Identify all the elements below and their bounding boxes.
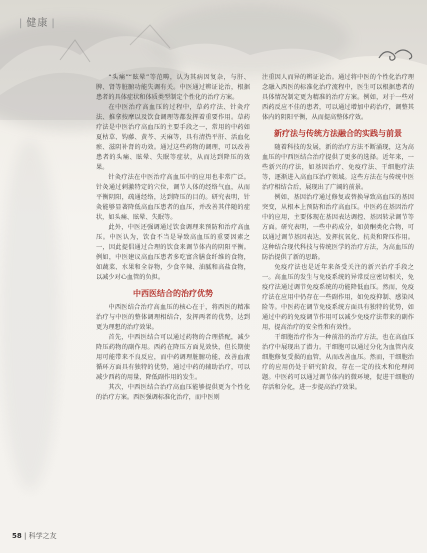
paragraph: 注重因人而异的辨证论治。通过将中医的个性化治疗理念融入西医的标准化治疗流程中，医生可以根据患者的具体情况制定更为精准的治疗方案。例如，对于一些对西药反应不佳的患者，可以通过增加中药治疗，调整其体内的阴阳平衡，从而提高整体疗效。 — [262, 74, 414, 121]
paragraph: 在中医治疗高血压的过程中，草药疗法、针灸疗法、推拿按摩以及饮食调理等都发挥着重要作用。草药疗法是中医治疗高血压的主要手段之一，常用的中药如夏枯草、钩藤、黄芩、天麻等，具有清热平肝、活血化瘀、滋阴补肾的功效。通过这些药物的调理，可以改善患者的头痛、眩晕、失眠等症状，从而达到降压的效果。 — [96, 104, 250, 171]
paragraph: 针灸疗法在中医治疗高血压中的应用也非常广泛。针灸通过刺激特定的穴位，调节人体的经络气血，从而平衡阴阳，疏通经络，达到降压的目的。研究表明，针灸能够显著降低高血压患者的血压，并改善其伴随的症状，如头痛、眩晕、失眠等。 — [96, 174, 250, 221]
paragraph: 首先，中西医结合可以通过药物的合理搭配，减少降压药物的副作用。西药在降压方面见效快，但长期使用可能带来不良反应，而中药调理脏腑功能，改善血液循环方面具有独特的优势，通过中药的辅助治疗，可以减少西药的用量，降低副作用的发生。 — [96, 334, 250, 381]
paragraph: 免疫疗法也是近年来备受关注的新兴治疗手段之一。高血压的发生与免疫系统的异常反应密切相关，免疫疗法通过调节免疫系统的功能降低血压。然而，免疫疗法在应用中仍存在一些副作用，如免疫抑制、感染风险等。中医药在调节免疫系统方面具有独特的优势，如通过中药的免疫调节作用可以减少免疫疗法带来的副作用，提高治疗的安全性和有效性。 — [262, 264, 414, 331]
magazine-name: 科学之友 — [28, 532, 57, 540]
section-header: | 健康 | — [19, 18, 56, 29]
section-label: 健康 — [26, 18, 49, 29]
right-text-column — [262, 73, 414, 393]
cloud-swirl-icon — [377, 44, 415, 64]
paragraph: 例如，基因治疗通过修复或替换导致高血压的基因突变，从根本上预防和治疗高血压。中医药在基因治疗中的应用，主要体现在基因表达调控、基因转录调节等方面。研究表明，一些中药成分，如黄酮类化合物，可以通过调节基因表达，发挥抗氧化、抗炎和降压作用。这种结合现代科技与传统医学的治疗方法，为高血压的防治提供了新的思路。 — [262, 194, 414, 261]
left-text-column — [96, 73, 250, 403]
page-footer: 58 | 科学之友 — [12, 532, 57, 540]
paragraph: 其次，中西医结合治疗高血压能够提供更为个性化的治疗方案。西医强调标准化治疗，而中医则 — [96, 384, 250, 401]
paragraph: “头痛”“眩晕”等范畴，认为其病因复杂，与肝、脾、肾等脏腑功能失调有关。中医通过辨证论治，根据患者的具体症状和体质类型制定个性化的治疗方案。 — [96, 74, 250, 101]
page-number: 58 — [12, 532, 22, 540]
section-heading: 新疗法与传统方法融合的实践与前景 — [274, 129, 402, 138]
ink-wash-decoration — [0, 140, 60, 490]
paragraph: 中西医结合治疗高血压的核心在于，将西医的精准治疗与中医的整体调理相结合，发挥两者的优势，达到更为理想的治疗效果。 — [96, 304, 250, 331]
paragraph: 干细胞治疗作为一种前沿的治疗方法，也在高血压治疗中展现出了潜力。干细胞可以通过分化为血管内皮细胞修复受损的血管，从而改善血压。然而，干细胞治疗的应用仍处于研究阶段，存在一定的技术和伦理问题。中医药可以通过调节体内的微环境，促进干细胞的存活和分化，进一步提高治疗效果。 — [262, 334, 414, 391]
paragraph: 随着科技的发展，新的治疗方法不断涌现，这为高血压的中西医结合治疗提供了更多的选择。近年来，一些新兴的疗法，如基因治疗、免疫疗法、干细胞疗法等，逐渐进入高血压治疗领域。这些方法在与传统中医治疗相结合后，展现出了广阔的前景。 — [262, 144, 414, 191]
paragraph: 此外，中医还强调通过饮食调理来预防和治疗高血压。中医认为，饮食不当是导致高血压的重要因素之一，因此提倡通过合理的饮食来调节体内的阴阳平衡。例如，中医建议高血压患者多吃富含膳食纤维的食物，如蔬菜、水果和全谷物，少食辛辣、油腻和高盐食物，以减少对心血管的负担。 — [96, 224, 250, 281]
section-heading: 中西医结合的治疗优势 — [133, 289, 213, 298]
